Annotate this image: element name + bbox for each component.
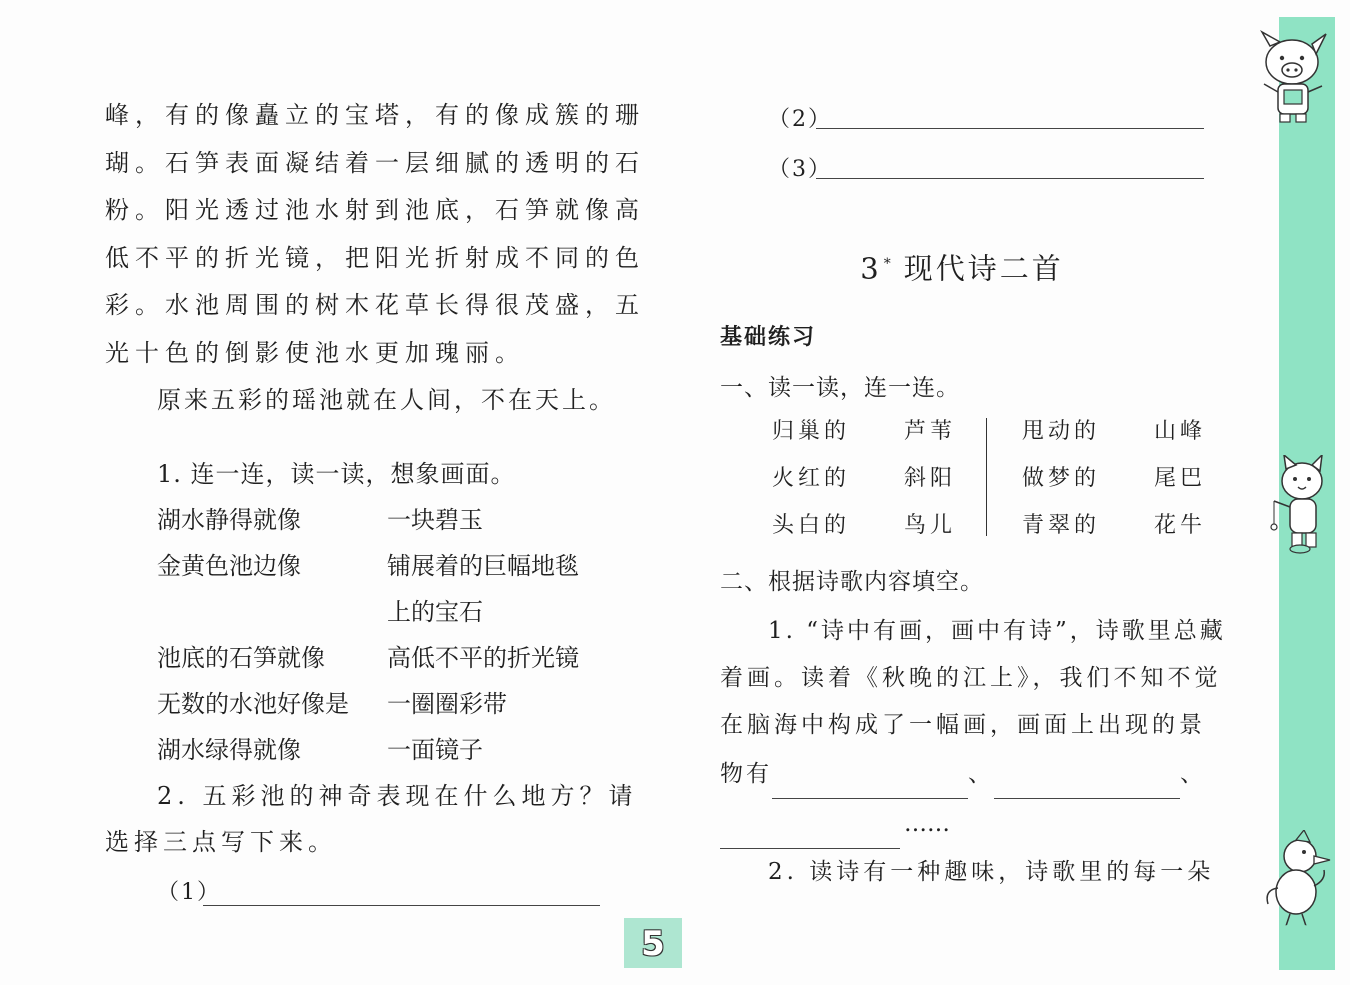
link-word[interactable]: 归巢的 (772, 419, 851, 444)
lesson-name: 现代诗二首 (903, 251, 1064, 286)
match-left: 金黄色池边像 (157, 551, 301, 580)
question-2-line: 2. 五彩池的神奇表现在什么地方？请 (157, 781, 638, 810)
answer-line-3[interactable] (720, 142, 1204, 192)
answer-number: （1） (157, 879, 221, 905)
match-right: 铺展着的巨幅地毯 (387, 551, 579, 580)
link-table (720, 414, 1207, 556)
table-divider (986, 418, 987, 536)
lesson-number: 3 (860, 251, 882, 286)
answer-blank[interactable] (203, 905, 600, 906)
part-2-heading: 二、根据诗歌内容填空。 (720, 569, 984, 595)
fill-prefix: 物有 (720, 761, 772, 787)
match-right: 一块碧玉 (387, 505, 483, 534)
match-left: 湖水静得就像 (157, 505, 301, 534)
link-word[interactable]: 鸟儿 (904, 513, 957, 538)
link-word[interactable]: 甩动的 (1022, 419, 1101, 444)
answer-number: （3） (768, 157, 832, 182)
part-1-heading: 一、读一读，连一连。 (720, 375, 960, 401)
answer-number: （2） (768, 107, 832, 132)
passage-last-line: 原来五彩的瑶池就在人间，不在天上。 (157, 386, 616, 414)
link-word[interactable]: 青翠的 (1022, 513, 1101, 538)
answer-blank[interactable] (816, 128, 1204, 129)
link-word[interactable]: 头白的 (772, 513, 851, 538)
match-left: 湖水绿得就像 (157, 735, 301, 764)
right-page (720, 92, 1226, 896)
pig-mascot-icon (1252, 28, 1334, 126)
link-word[interactable]: 花牛 (1154, 513, 1207, 538)
paragraph-line: 1. “诗中有画，画中有诗”，诗歌里总藏 (768, 618, 1226, 644)
answer-line-2[interactable] (720, 92, 1204, 142)
fill-blank[interactable] (772, 768, 968, 799)
link-word[interactable]: 火红的 (772, 466, 851, 491)
fill-blank-row (720, 749, 1204, 799)
match-right: 上的宝石 (387, 597, 483, 626)
left-page (105, 92, 645, 915)
match-right: 高低不平的折光镜 (387, 643, 579, 672)
fill-blank[interactable] (994, 768, 1180, 799)
question-2-line: 选择三点写下来。 (105, 827, 337, 856)
passage-line: 彩。水池周围的树木花草长得很茂盛，五 (105, 291, 645, 319)
passage-line: 低不平的折光镜，把阳光折射成不同的色 (105, 243, 645, 272)
section-heading: 基础练习 (720, 325, 817, 350)
match-left: 池底的石笋就像 (157, 643, 325, 672)
link-word[interactable]: 尾巴 (1154, 466, 1207, 491)
link-word[interactable]: 斜阳 (904, 466, 957, 491)
passage-line: 峰，有的像矗立的宝塔，有的像成簇的珊 (105, 101, 645, 129)
paragraph-line: 2. 读诗有一种趣味，诗歌里的每一朵 (768, 859, 1215, 885)
match-row (105, 543, 600, 589)
passage-line: 粉。阳光透过池水射到池底，石笋就像高 (105, 196, 645, 224)
cat-mascot-icon (1262, 455, 1334, 555)
link-word[interactable]: 芦苇 (904, 419, 957, 444)
link-word[interactable]: 山峰 (1154, 419, 1207, 444)
fill-blank-row (720, 799, 1204, 849)
passage-line: 光十色的倒影使池水更加瑰丽。 (105, 338, 525, 367)
page-number: 5 (624, 918, 682, 968)
paragraph-line: 着画。读着《秋晚的江上》，我们不知不觉 (720, 665, 1222, 691)
lesson-star: * (883, 256, 894, 272)
match-right: 一圈圈彩带 (387, 689, 507, 718)
link-word[interactable]: 做梦的 (1022, 466, 1101, 491)
paragraph-line: 在脑海中构成了一幅画，画面上出现的景 (720, 712, 1206, 738)
match-right: 一面镜子 (387, 735, 483, 764)
fill-separator: 、 (968, 761, 994, 787)
match-row (105, 589, 600, 635)
fill-blank[interactable] (720, 818, 900, 849)
fill-ellipsis: …… (904, 811, 950, 837)
match-row (105, 727, 600, 773)
question-1-title: 1. 连一连，读一读，想象画面。 (157, 459, 516, 488)
lesson-title (720, 234, 1204, 294)
answer-line-1[interactable] (105, 865, 600, 915)
match-row (105, 681, 600, 727)
answer-blank[interactable] (816, 178, 1204, 179)
passage-line: 瑚。石笋表面凝结着一层细腻的透明的石 (105, 148, 645, 177)
match-row (105, 497, 600, 543)
match-row (105, 635, 600, 681)
match-left: 无数的水池好像是 (157, 689, 349, 718)
bird-mascot-icon (1256, 830, 1336, 930)
fill-separator: 、 (1180, 761, 1206, 787)
